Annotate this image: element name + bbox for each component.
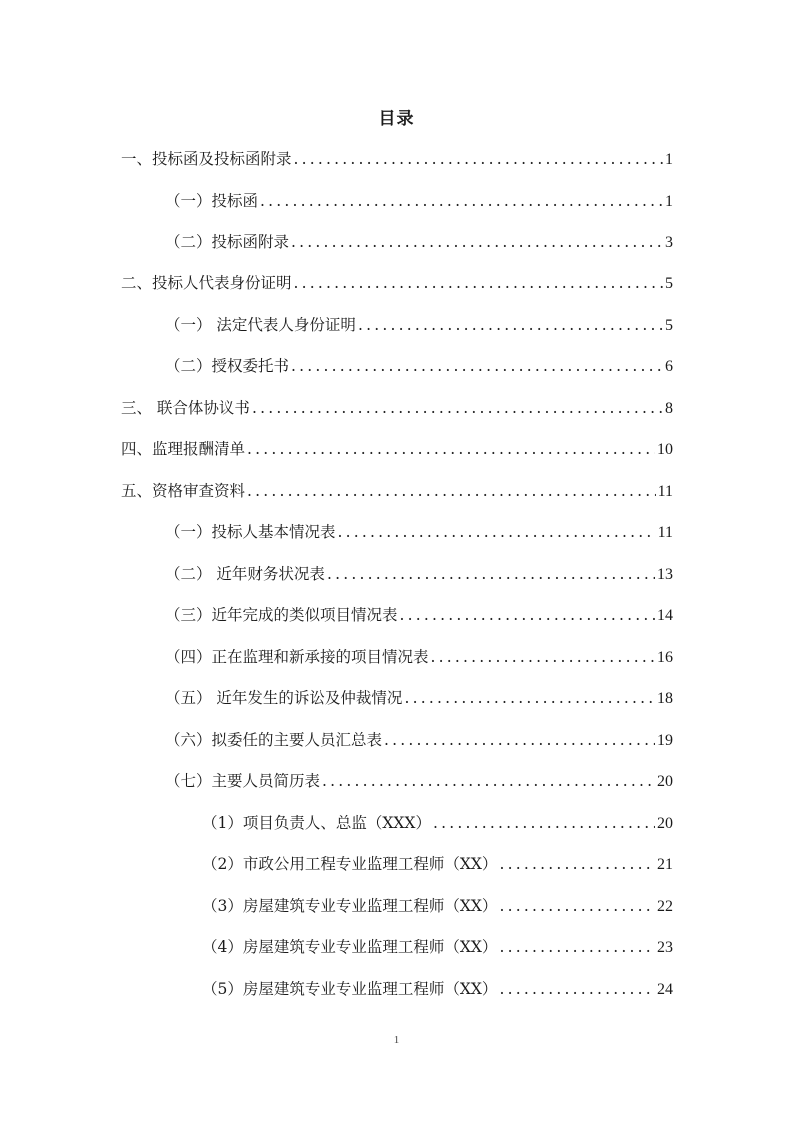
dot-leader (499, 853, 655, 875)
dot-leader (291, 355, 663, 377)
dot-leader (431, 646, 655, 668)
toc-entry-label: （一） 法定代表人身份证明 (165, 316, 356, 334)
toc-entry-page: 11 (657, 483, 673, 500)
toc-entry-label: （1）项目负责人、总监（XXX） (202, 814, 431, 832)
toc-entry[interactable] (121, 397, 673, 419)
toc-entry[interactable] (165, 687, 673, 709)
toc-entry[interactable] (165, 355, 673, 377)
dot-leader (499, 895, 655, 917)
dot-leader (294, 148, 663, 170)
toc-entry[interactable] (121, 272, 673, 294)
dot-leader (247, 438, 655, 460)
toc-entry-label: （五） 近年发生的诉讼及仲裁情况 (165, 689, 403, 707)
toc-entry-label: （六）拟委任的主要人员汇总表 (165, 731, 383, 749)
toc-entry[interactable] (165, 770, 673, 792)
toc-entry-label: （三）近年完成的类似项目情况表 (165, 606, 398, 624)
toc-entry-label: （二）授权委托书 (165, 357, 290, 375)
toc-entry-label: （七）主要人员简历表 (165, 772, 321, 790)
toc-entry-page: 13 (657, 566, 673, 583)
toc-entry[interactable] (165, 729, 673, 751)
page-number: 1 (393, 1034, 400, 1046)
dot-leader (358, 314, 663, 336)
dot-leader (322, 770, 655, 792)
toc-entry-page: 10 (657, 441, 673, 458)
toc-entry-label: 二、投标人代表身份证明 (121, 274, 292, 292)
toc-entry-label: （3）房屋建筑专业专业监理工程师（XX） (202, 897, 498, 915)
dot-leader (338, 521, 656, 543)
toc-entry[interactable] (202, 936, 673, 958)
toc-entry-page: 5 (665, 275, 673, 292)
dot-leader (384, 729, 655, 751)
toc-entry-page: 22 (657, 898, 673, 915)
dot-leader (499, 978, 655, 1000)
toc-entry-page: 18 (657, 690, 673, 707)
page-title: 目录 (378, 109, 415, 129)
toc-entry-page: 24 (657, 981, 673, 998)
toc-entry[interactable] (121, 148, 673, 170)
toc-entry-label: （二）投标函附录 (165, 233, 290, 251)
toc-entry-page: 3 (665, 234, 673, 251)
toc-entry-page: 20 (657, 773, 673, 790)
toc-entry-page: 11 (657, 524, 673, 541)
toc-entry-page: 6 (665, 358, 673, 375)
toc-entry-label: 三、 联合体协议书 (121, 399, 250, 417)
toc-entry-label: （5）房屋建筑专业专业监理工程师（XX） (202, 980, 498, 998)
toc-entry-label: （一）投标函 (165, 192, 259, 210)
toc-entry[interactable] (165, 314, 673, 336)
toc-entry[interactable] (202, 812, 673, 834)
toc-entry[interactable] (165, 563, 673, 585)
dot-leader (291, 231, 663, 253)
toc-entry-label: （4）房屋建筑专业专业监理工程师（XX） (202, 938, 498, 956)
toc-entry-page: 5 (665, 317, 673, 334)
dot-leader (327, 563, 655, 585)
toc-entry[interactable] (121, 480, 673, 502)
toc-entry[interactable] (202, 853, 673, 875)
toc-entry-page: 1 (665, 193, 673, 210)
toc-entry-page: 19 (657, 732, 673, 749)
toc-entry-page: 14 (657, 607, 673, 624)
toc-entry[interactable] (165, 231, 673, 253)
toc-entry-label: 五、资格审查资料 (121, 482, 246, 500)
dot-leader (294, 272, 663, 294)
dot-leader (404, 687, 655, 709)
toc-entry-page: 21 (657, 856, 673, 873)
toc-entry-label: 一、投标函及投标函附录 (121, 150, 292, 168)
toc-entry[interactable] (121, 438, 673, 460)
toc-entry[interactable] (165, 521, 673, 543)
dot-leader (260, 190, 663, 212)
toc-entry-page: 1 (665, 151, 673, 168)
toc-entry-label: （2）市政公用工程专业监理工程师（XX） (202, 855, 498, 873)
toc-entry[interactable] (202, 978, 673, 1000)
dot-leader (400, 604, 655, 626)
toc-entry[interactable] (165, 646, 673, 668)
toc-entry-label: （二） 近年财务状况表 (165, 565, 325, 583)
toc-entry-page: 20 (657, 815, 673, 832)
toc-entry-page: 23 (657, 939, 673, 956)
dot-leader (247, 480, 656, 502)
toc-entry[interactable] (165, 604, 673, 626)
toc-entry-label: （一）投标人基本情况表 (165, 523, 336, 541)
toc-entry-page: 8 (665, 400, 673, 417)
dot-leader (252, 397, 663, 419)
toc-entry-label: （四）正在监理和新承接的项目情况表 (165, 648, 429, 666)
dot-leader (499, 936, 655, 958)
toc-entry-label: 四、监理报酬清单 (121, 440, 246, 458)
toc-entry[interactable] (202, 895, 673, 917)
toc-entry[interactable] (165, 190, 673, 212)
toc-entry-page: 16 (657, 649, 673, 666)
dot-leader (433, 812, 655, 834)
